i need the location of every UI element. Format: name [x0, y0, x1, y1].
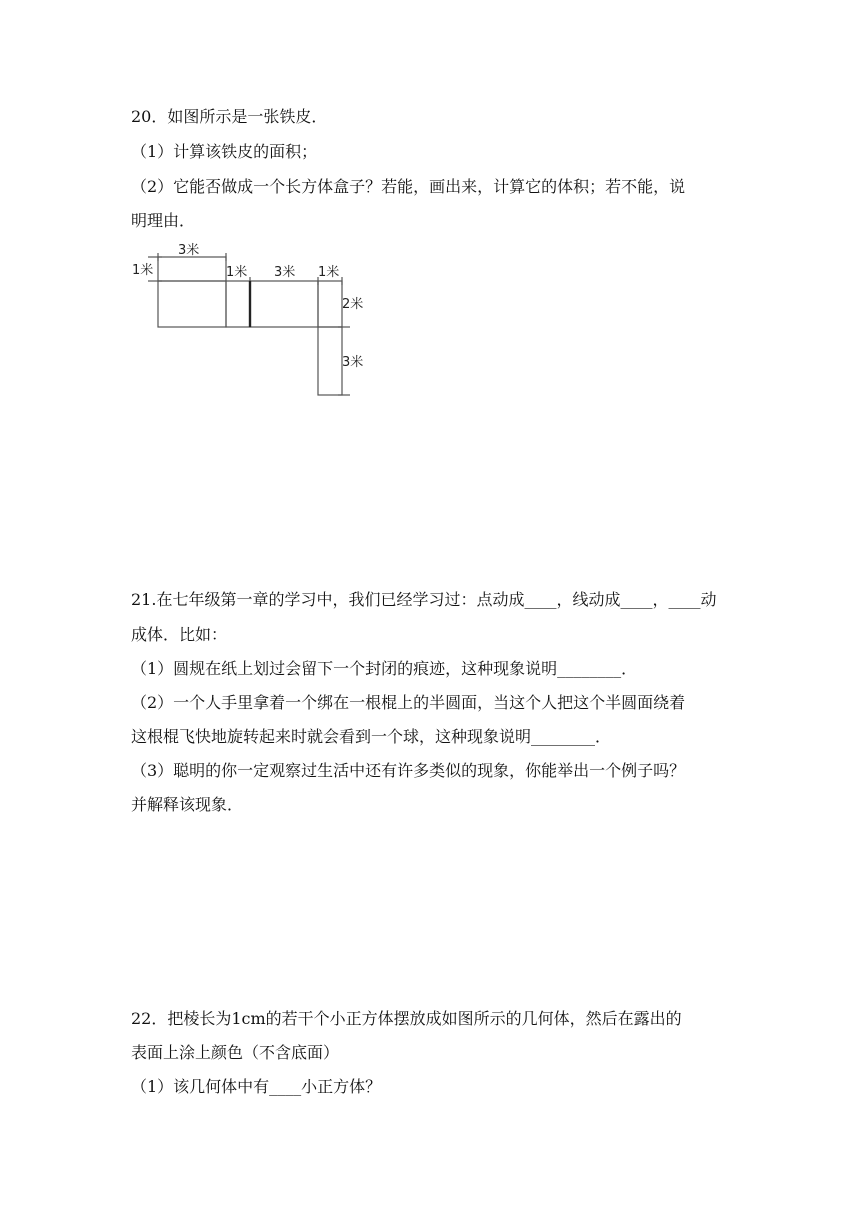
q22-line1: 22．把棱长为1cm的若干个小正方体摆放成如图所示的几何体，然后在露出的	[131, 1009, 682, 1028]
q21-part2-line1: （2）一个人手里拿着一个绑在一根棍上的半圆面，当这个人把这个半圆面绕着	[131, 693, 686, 712]
q20-title: 20．如图所示是一张铁皮．	[131, 107, 328, 126]
dim-label-2m: 2米	[342, 297, 364, 312]
dim-label-1m-a: 1米	[226, 265, 248, 280]
q21-part3-line1: （3）聪明的你一定观察过生活中还有许多类似的现象，你能举出一个例子吗？	[131, 761, 686, 780]
top-tab-rect	[158, 257, 226, 281]
dim-label-left: 1米	[132, 263, 154, 278]
iron-sheet-figure	[128, 240, 378, 409]
dim-label-1m-b: 1米	[318, 265, 340, 280]
dim-label-3m-bottom: 3米	[342, 355, 364, 370]
q21-part2-line2: 这根棍飞快地旋转起来时就会看到一个球，这种现象说明________．	[131, 727, 612, 746]
q20-part2-line2: 明理由．	[131, 211, 196, 230]
face-rect-2	[226, 281, 250, 327]
q20-part2-line1: （2）它能否做成一个长方体盒子？若能，画出来，计算它的体积；若不能，说	[131, 177, 686, 196]
face-rect-1	[158, 281, 226, 327]
face-rect-3	[250, 281, 318, 327]
q21-line1: 21.在七年级第一章的学习中，我们已经学习过：点动成____，线动成____，____动	[131, 590, 717, 609]
dim-label-3m: 3米	[274, 265, 296, 280]
bottom-tab-rect	[318, 327, 342, 395]
q20-part1: （1）计算该铁皮的面积；	[131, 142, 318, 161]
q21-line2: 成体．比如：	[131, 625, 228, 644]
face-rect-4	[318, 281, 342, 327]
dim-label-top: 3米	[178, 243, 200, 258]
q22-line2: 表面上涂上颜色（不含底面）	[131, 1043, 340, 1062]
q21-part3-line2: 并解释该现象．	[131, 795, 244, 814]
q22-part1: （1）该几何体中有____小正方体？	[131, 1077, 382, 1096]
q21-part1: （1）圆规在纸上划过会留下一个封闭的痕迹，这种现象说明________．	[131, 659, 638, 678]
